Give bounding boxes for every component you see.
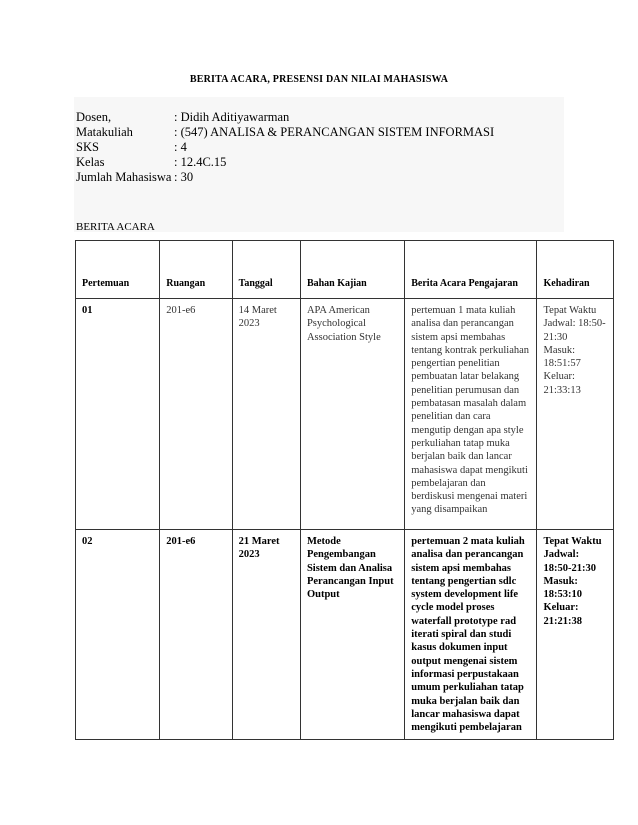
header-berita-acara: Berita Acara Pengajaran xyxy=(405,241,537,299)
kehadiran-masuk: Masuk: 18:51:57 xyxy=(543,344,581,370)
cell-kehadiran xyxy=(537,299,614,530)
kehadiran-keluar: Keluar: 21:33:13 xyxy=(543,371,581,396)
course-info xyxy=(76,110,494,185)
info-row-matakuliah xyxy=(76,125,494,140)
cell-ruangan: 201-e6 xyxy=(160,530,232,740)
info-value: : (547) ANALISA & PERANCANGAN SISTEM INFORMASI xyxy=(174,125,495,139)
table-row xyxy=(76,299,614,530)
table-row xyxy=(76,530,614,740)
header-pertemuan: Pertemuan xyxy=(76,241,160,299)
cell-bahan-kajian: APA American Psychological Association Style xyxy=(300,299,404,530)
header-kehadiran: Kehadiran xyxy=(537,241,614,299)
cell-bahan-kajian: Metode Pengembangan Sistem dan Analisa Perancangan Input Output xyxy=(300,530,404,740)
info-row-sks xyxy=(76,140,494,155)
kehadiran-jadwal: Jadwal: 18:50-21:30 xyxy=(543,549,596,574)
kehadiran-jadwal: Jadwal: 18:50-21:30 xyxy=(543,318,606,343)
info-label: Matakuliah xyxy=(76,125,133,139)
header-bahan-kajian: Bahan Kajian xyxy=(300,241,404,299)
info-value: : 4 xyxy=(174,140,187,154)
cell-ruangan: 201-e6 xyxy=(160,299,232,530)
table-header-row xyxy=(76,241,614,299)
info-value: : 12.4C.15 xyxy=(174,155,227,169)
info-label: Kelas xyxy=(76,155,105,169)
cell-kehadiran xyxy=(537,530,614,740)
kehadiran-keluar: Keluar: 21:21:38 xyxy=(543,602,582,627)
cell-tanggal: 14 Maret 2023 xyxy=(232,299,300,530)
info-label: Jumlah Mahasiswa xyxy=(76,170,172,184)
berita-acara-table xyxy=(75,240,614,740)
kehadiran-masuk: Masuk: 18:53:10 xyxy=(543,575,582,601)
cell-pertemuan: 02 xyxy=(76,530,160,740)
section-title: BERITA ACARA xyxy=(76,221,155,233)
info-value: : 30 xyxy=(174,170,194,184)
cell-berita-acara: pertemuan 2 mata kuliah analisa dan perancangan sistem apsi membahas tentang pengertian sdlc system development life cycle model proses waterfall prototype rad iterati spiral dan studi kasus dokumen input output mengenai sistem informasi perpustakaan umum perkuliahan tatap muka berjalan baik dan lancar mahasiswa dapat mengikuti pembelajaran xyxy=(405,530,537,740)
kehadiran-status: Tepat Waktu xyxy=(543,536,602,547)
info-row-jumlah-mahasiswa xyxy=(76,170,494,185)
header-ruangan: Ruangan xyxy=(160,241,232,299)
cell-berita-acara: pertemuan 1 mata kuliah analisa dan perancangan sistem apsi membahas tentang kontrak perkuliahan pengertian penelitian pembuatan latar belakang penelitian perumusan dan pembatasan masalah dalam penelitian dan cara mengutip dengan apa style perkuliahan tatap muka berjalan baik dan lancar mahasiswa dapat mengikuti pembelajaran dan berdiskusi mengenai materi yang disampaikan xyxy=(405,299,537,530)
cell-tanggal: 21 Maret 2023 xyxy=(232,530,300,740)
kehadiran-status: Tepat Waktu xyxy=(543,305,597,316)
header-tanggal: Tanggal xyxy=(232,241,300,299)
info-value: : Didih Aditiyawarman xyxy=(174,110,290,124)
info-row-dosen xyxy=(76,110,494,125)
info-label: Dosen, xyxy=(76,110,112,124)
cell-pertemuan: 01 xyxy=(76,299,160,530)
document-title: BERITA ACARA, PRESENSI DAN NILAI MAHASISWA xyxy=(189,74,449,85)
info-label: SKS xyxy=(76,140,99,154)
info-row-kelas xyxy=(76,155,494,170)
